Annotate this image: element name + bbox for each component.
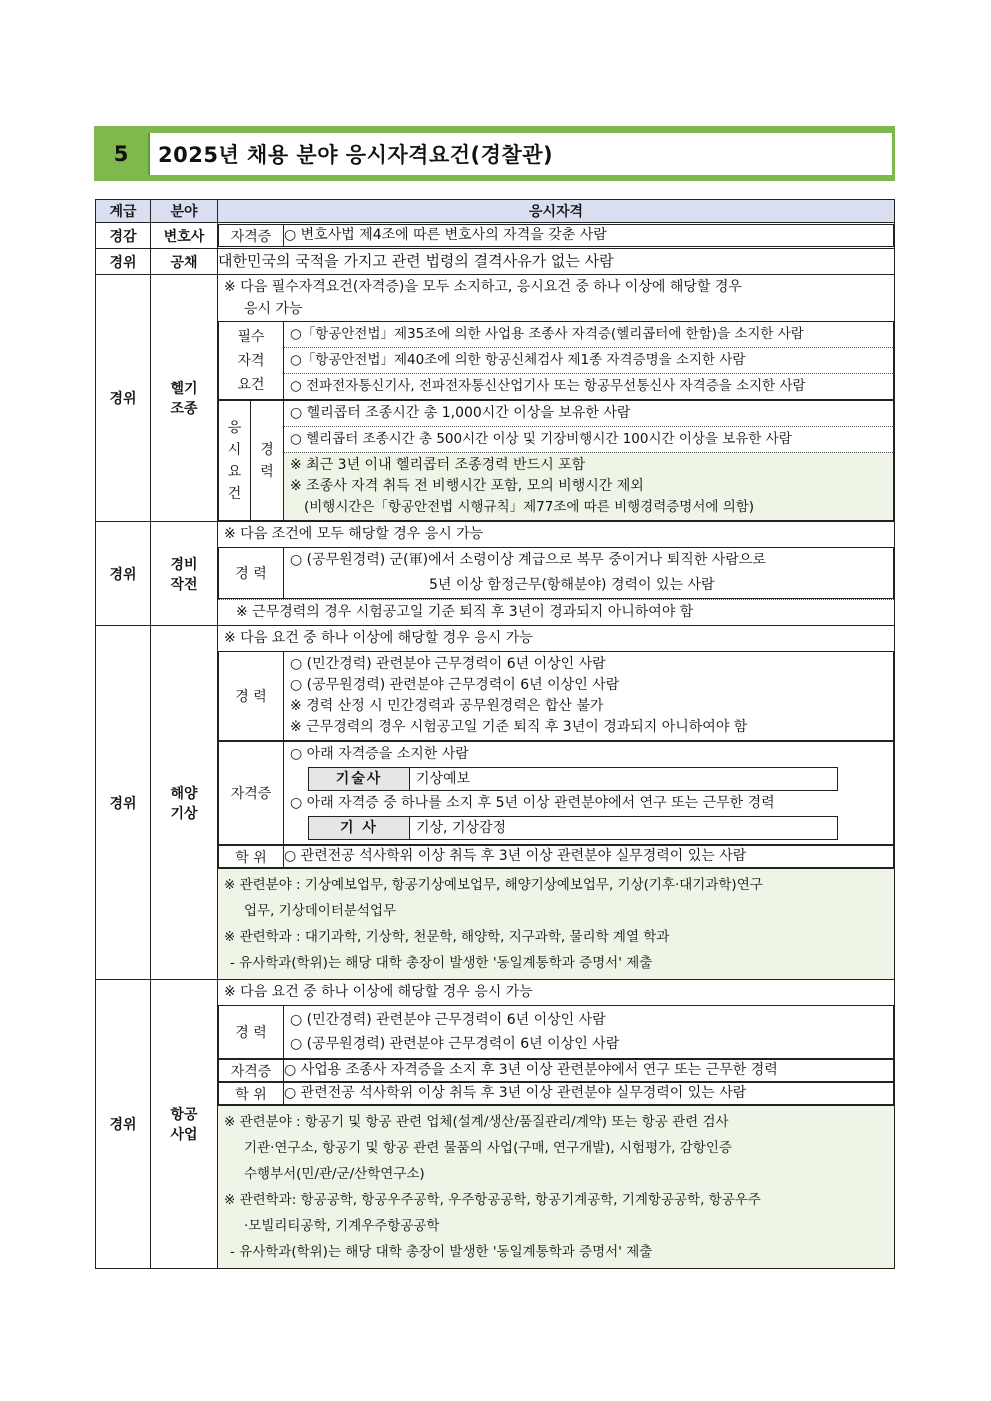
table-row: 경위 해양 기상 ※ 다음 요건 중 하나 이상에 해당할 경우 응시 가능 경 력 ○ (민간경력) 관련분야 근무경력이 6년 이상인 사람 ○ (공무원경력) 관련분야 근무경력이 6년 이상인 사람 ※ 경력 산정 시 민간경력과 공무원경력은 합산 불가 ※ 근무경력의 경우 시험공고일 기준 퇴직 후 3년이 경과되지 아니하여야 함 자격증 ○ 아래 자격증을 소지한 사람 기술사 기상예보 ○ 아래 자격증 중 하나를 소지 후 5년 이상 관련분야에서 연구 또는 근무한 경력 기 사 기상, 기상감정 학 위 ○ 관련전공 석사학위 이상 취득 후 3년 이상 관련분야 실무경력이 있는 사람 ※ 관련분야 : 기상예보업무, 항공기상예보업무, 해양기상예보업무, 기상(기후·대기과학)연구 업무, 기상데이터분석업무 ※ 관련학과 : 대기과학, 기상학, 천문학, 해양학, 지구과학, 물리학 계열 학과 - 유사학과(학위)는 해당 대학 총장이 발생한 '동일계통학과 증명서' 제출 — [96, 626, 895, 980]
table-row: 경위 공채 대한민국의 국적을 가지고 관련 법령의 결격사유가 없는 사람 — [96, 249, 895, 275]
table-row: 경위 경비 작전 ※ 다음 조건에 모두 해당할 경우 응시 가능 경 력 ○ (공무원경력) 군(軍)에서 소령이상 계급으로 복무 중이거나 퇴직한 사람으로 5년 이상 함정근무(항해분야) 경력이 있는 사람 ※ 근무경력의 경우 시험공고일 기준 퇴직 후 3년이 경과되지 아니하여야 함 — [96, 522, 895, 626]
table-row: 경감 변호사 자격증 ○ 변호사법 제4조에 따른 변호사의 자격을 갖춘 사람 — [96, 223, 895, 249]
cert-box-2: 기 사 기상, 기상감정 — [308, 816, 838, 840]
header-rank: 계급 — [96, 200, 151, 223]
header-qual: 응시자격 — [218, 200, 895, 223]
table-row: 경위 항공 사업 ※ 다음 요건 중 하나 이상에 해당할 경우 응시 가능 경 력 ○ (민간경력) 관련분야 근무경력이 6년 이상인 사람 ○ (공무원경력) 관련분야 근무경력이 6년 이상인 사람 자격증 ○ 사업용 조종사 자격증을 소지 후 3년 이상 관련분야에서 연구 또는 근무한 경력 학 위 ○ 관련전공 석사학위 이상 취득 후 3년 이상 관련분야 실무경력이 있는 사람 ※ 관련분야 : 항공기 및 항공 관련 업체(설계/생산/품질관리/계약) 또는 항공 관련 검사 기관·연구소, 항공기 및 항공 관련 물품의 사업(구매, 연구개발), 시험평가, 감항인증 수행부서(민/관/군/산학연구소) ※ 관련학과: 항공공학, 항공우주공학, 우주항공공학, 항공기계공학, 기계항공공학, 항공우주 ·모빌리티공학, 기계우주항공공학 - 유사학과(학위)는 해당 대학 총장이 발생한 '동일계통학과 증명서' 제출 — [96, 980, 895, 1269]
header-field: 분야 — [151, 200, 218, 223]
section-title-box — [94, 126, 895, 181]
section-number: 5 — [113, 141, 129, 166]
table-header — [96, 200, 895, 223]
qualification-table — [95, 199, 895, 1269]
section-title: 2025년 채용 분야 응시자격요건(경찰관) — [158, 143, 554, 167]
cert-box-1: 기술사 기상예보 — [308, 767, 838, 791]
table-row: 경위 헬기 조종 ※ 다음 필수자격요건(자격증)을 모두 소지하고, 응시요건 중 하나 이상에 해당할 경우 응시 가능 필수 자격 요건 ○「항공안전법」제35조에 의한 사업용 조종사 자격증(헬리콥터에 한함)을 소지한 사람 ○「항공안전법」제40조에 의한 항공신체검사 제1종 자격증명을 소지한 사람 ○ 전파전자통신기사, 전파전자통신산업기사 또는 항공무선통신사 자격증을 소지한 사람 응 시 요 건 경 력 ○ 헬리콥터 조종시간 총 1,000시간 이상을 보유한 사람 ○ 헬리콥터 조종시간 총 500시간 이상 및 기장비행시간 100시간 이상을 보유한 사람 ※ 최근 3년 이내 헬리콥터 조종경력 반드시 포함 ※ 조종사 자격 취득 전 비행시간 포함, 모의 비행시간 제외 (비행시간은「항공안전법 시행규칙」제77조에 따른 비행경력증명서에 의함) — [96, 275, 895, 522]
